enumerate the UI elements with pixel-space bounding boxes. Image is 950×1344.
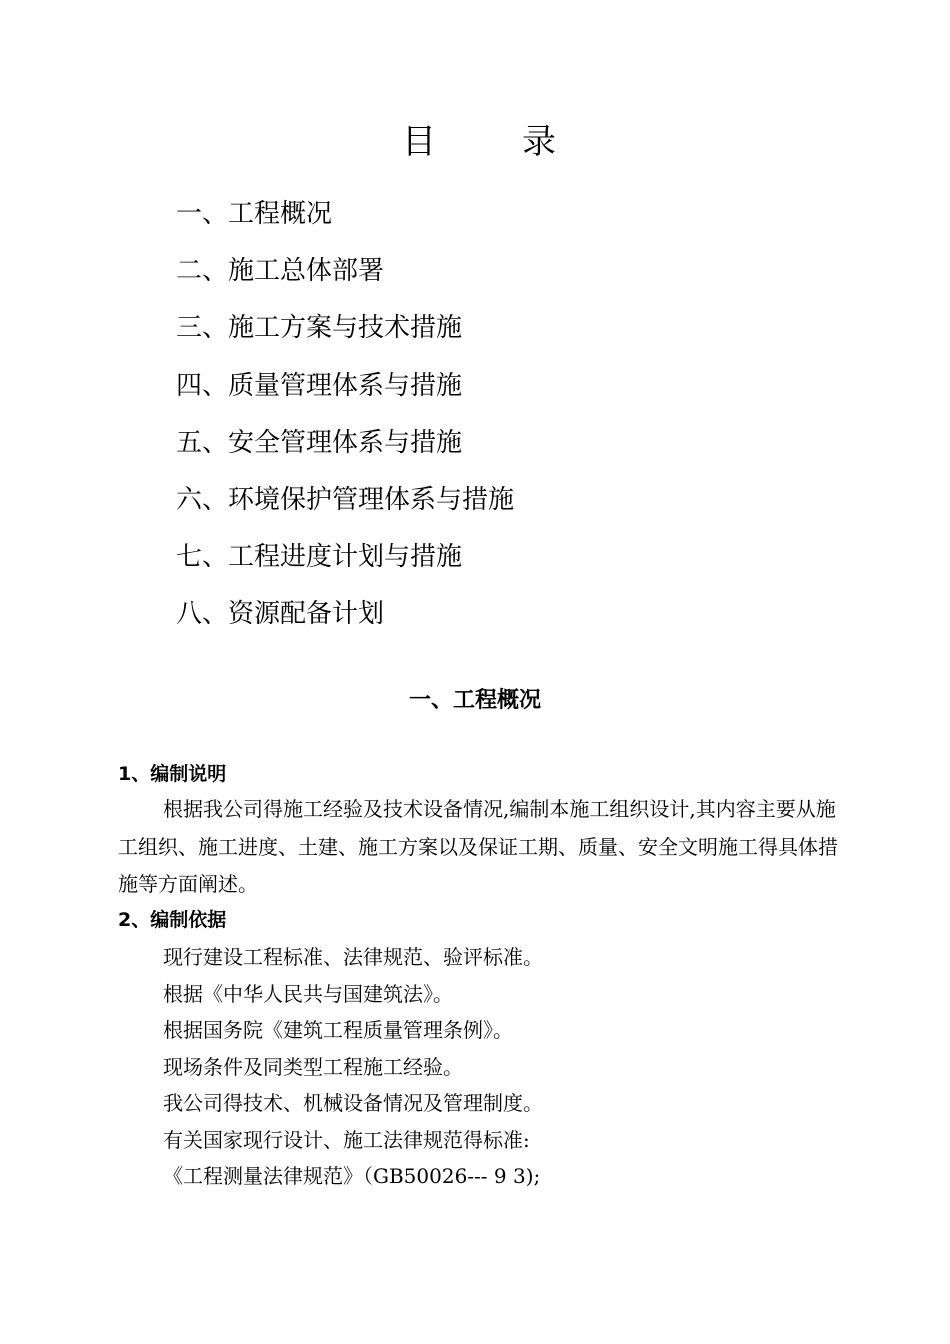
body-paragraph: 根据我公司得施工经验及技术设备情况,编制本施工组织设计,其内容主要从施工组织、施工进度、土建、施工方案以及保证工期、质量、安全文明施工得具体措施等方面阐述。	[118, 797, 838, 896]
toc-item: 六、环境保护管理体系与措施	[176, 484, 515, 515]
basis-line: 根据国务院《建筑工程质量管理条例》。	[163, 1018, 513, 1042]
basis-line: 我公司得技术、机械设备情况及管理制度。	[163, 1091, 543, 1115]
toc-item: 五、安全管理体系与措施	[176, 427, 463, 458]
toc-item: 三、施工方案与技术措施	[176, 313, 463, 344]
basis-line: 现行建设工程标准、法律规范、验评标准。	[163, 945, 543, 969]
toc-title-char-2: 录	[522, 122, 556, 162]
basis-line: 有关国家现行设计、施工法律规范得标准:	[163, 1127, 530, 1152]
toc-item: 二、施工总体部署	[176, 256, 385, 287]
toc-item: 八、资源配备计划	[176, 599, 385, 630]
toc-item: 七、工程进度计划与措施	[176, 542, 463, 573]
toc-list	[176, 186, 514, 644]
basis-list	[163, 939, 543, 1195]
subsection-heading: 1、编制说明	[118, 763, 227, 785]
toc-item: 一、工程概况	[176, 199, 333, 229]
basis-line: 现场条件及同类型工程施工经验。	[163, 1054, 463, 1079]
basis-line: 根据《中华人民共与国建筑法》。	[163, 981, 453, 1006]
toc-title-char-1: 目	[402, 122, 436, 162]
section-title: 一、工程概况	[408, 688, 541, 713]
subsection-heading: 2、编制依据	[118, 909, 227, 931]
toc-item: 四、质量管理体系与措施	[176, 370, 463, 401]
basis-line: 《工程测量法律规范》（GB50026--- 9 3);	[163, 1164, 541, 1188]
